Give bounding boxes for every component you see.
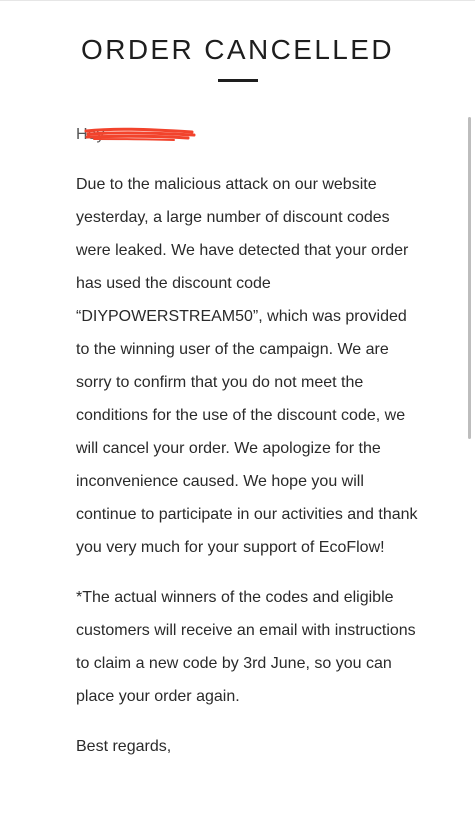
email-title: ORDER CANCELLED xyxy=(81,34,394,65)
top-divider xyxy=(0,0,475,1)
email-body xyxy=(76,118,421,763)
winners-note-paragraph: *The actual winners of the codes and eligible customers will receive an email with instructions to claim a new code by 3rd June, so you can place your order again. xyxy=(76,589,416,705)
greeting-text: Hey xyxy=(76,126,105,143)
sign-off: Best regards, xyxy=(76,738,172,755)
scrollbar-thumb[interactable] xyxy=(468,117,471,439)
greeting-line xyxy=(76,118,421,151)
title-underline xyxy=(218,79,258,82)
redaction-scribble xyxy=(84,127,196,141)
body-paragraph: Due to the malicious attack on our website yesterday, a large number of discount codes were leaked. We have detected that your order has used the discount code “DIYPOWERSTREAM50”, which was provided to the winning user of the campaign. We are sorry to confirm that you do not meet the conditions for the use of the discount code, we will cancel your order. We apologize for the inconvenience caused. We hope you will continue to participate in our activities and thank you very much for your support of EcoFlow! xyxy=(76,176,418,556)
